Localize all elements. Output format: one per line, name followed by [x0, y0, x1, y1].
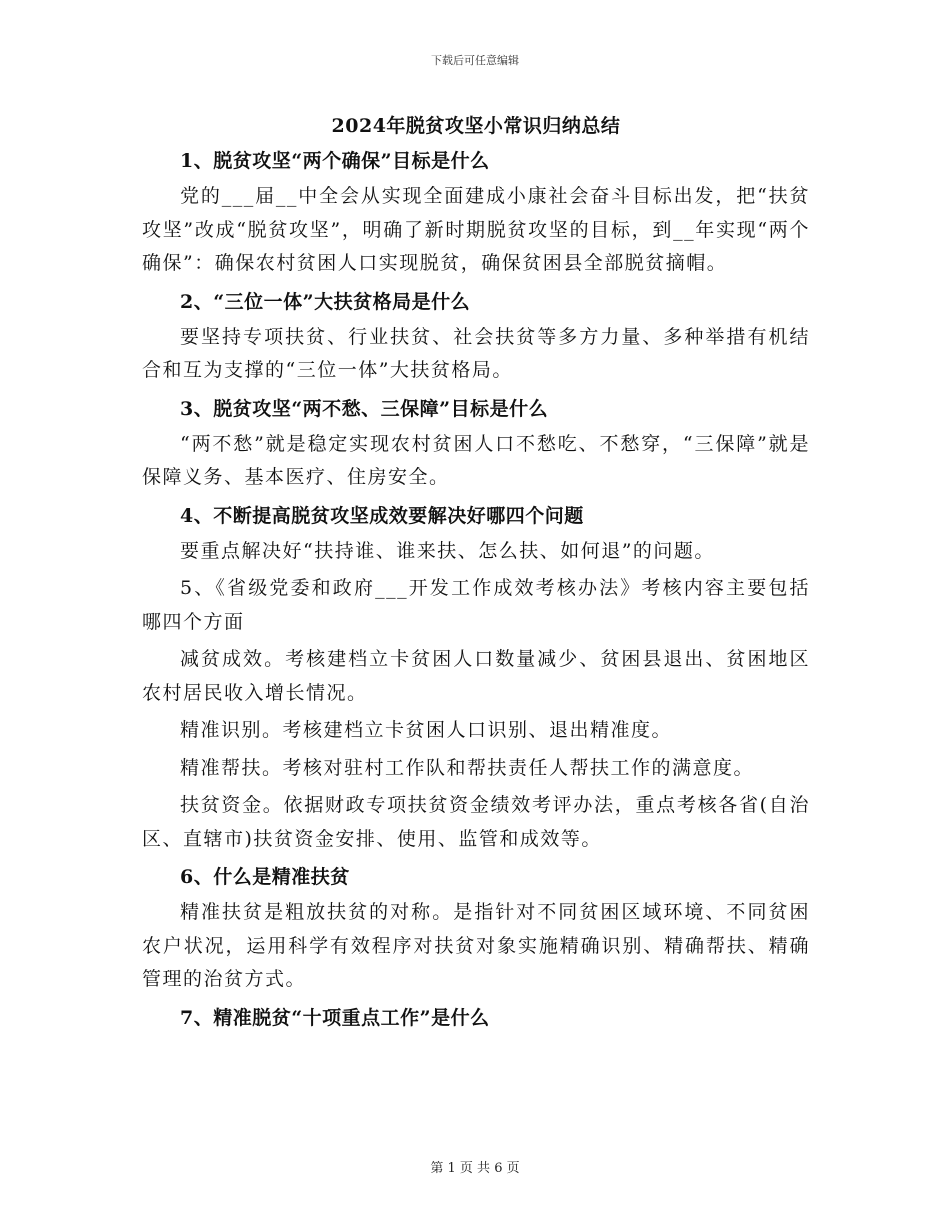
section-heading: 1、脱贫攻坚“两个确保”目标是什么	[180, 150, 490, 172]
document-title: 2024年脱贫攻坚小常识归纳总结	[331, 115, 621, 137]
paragraph: 扶贫资金。依据财政专项扶贫资金绩效考评办法，重点考核各省(自治区、直辖市)扶贫资金安排、使用、监管和成效等。	[142, 794, 810, 850]
section-heading: 2、“三位一体”大扶贫格局是什么	[180, 290, 471, 313]
paragraph: 党的___届__中全会从实现全面建成小康社会奋斗目标出发，把“扶贫攻坚”改成“脱贫攻坚”，明确了新时期脱贫攻坚的目标，到__年实现“两个确保”：确保农村贫困人口实现脱贫，确保贫困县全部脱贫摘帽。	[142, 185, 810, 274]
section-heading: 4、不断提高脱贫攻坚成效要解决好哪四个问题	[180, 504, 584, 527]
paragraph: 精准帮扶。考核对驻村工作队和帮扶责任人帮扶工作的满意度。	[180, 756, 755, 779]
section-heading: 7、精准脱贫“十项重点工作”是什么	[180, 1006, 490, 1029]
paragraph: 要坚持专项扶贫、行业扶贫、社会扶贫等多方力量、多种举措有机结合和互为支撑的“三位一体”大扶贫格局。	[142, 325, 810, 381]
paragraph: 5、《省级党委和政府___开发工作成效考核办法》考核内容主要包括哪四个方面	[142, 577, 810, 633]
page-header-note: 下载后可任意编辑	[431, 54, 519, 67]
paragraph: 精准识别。考核建档立卡贫困人口识别、退出精准度。	[180, 719, 673, 741]
section-heading: 3、脱贫攻坚“两不愁、三保障”目标是什么	[180, 397, 549, 420]
section-heading: 6、什么是精准扶贫	[180, 866, 350, 888]
paragraph: 减贫成效。考核建档立卡贫困人口数量减少、贫困县退出、贫困地区农村居民收入增长情况。	[142, 648, 810, 704]
paragraph: “两不愁”就是稳定实现农村贫困人口不愁吃、不愁穿，“三保障”就是保障义务、基本医疗、住房安全。	[142, 432, 810, 488]
paragraph: 精准扶贫是粗放扶贫的对称。是指针对不同贫困区域环境、不同贫困农户状况，运用科学有效程序对扶贫对象实施精确识别、精确帮扶、精确管理的治贫方式。	[142, 901, 810, 990]
document-body	[142, 110, 810, 1037]
paragraph: 要重点解决好“扶持谁、谁来扶、怎么扶、如何退”的问题。	[180, 539, 715, 562]
page-number: 第 1 页 共 6 页	[430, 1161, 520, 1176]
